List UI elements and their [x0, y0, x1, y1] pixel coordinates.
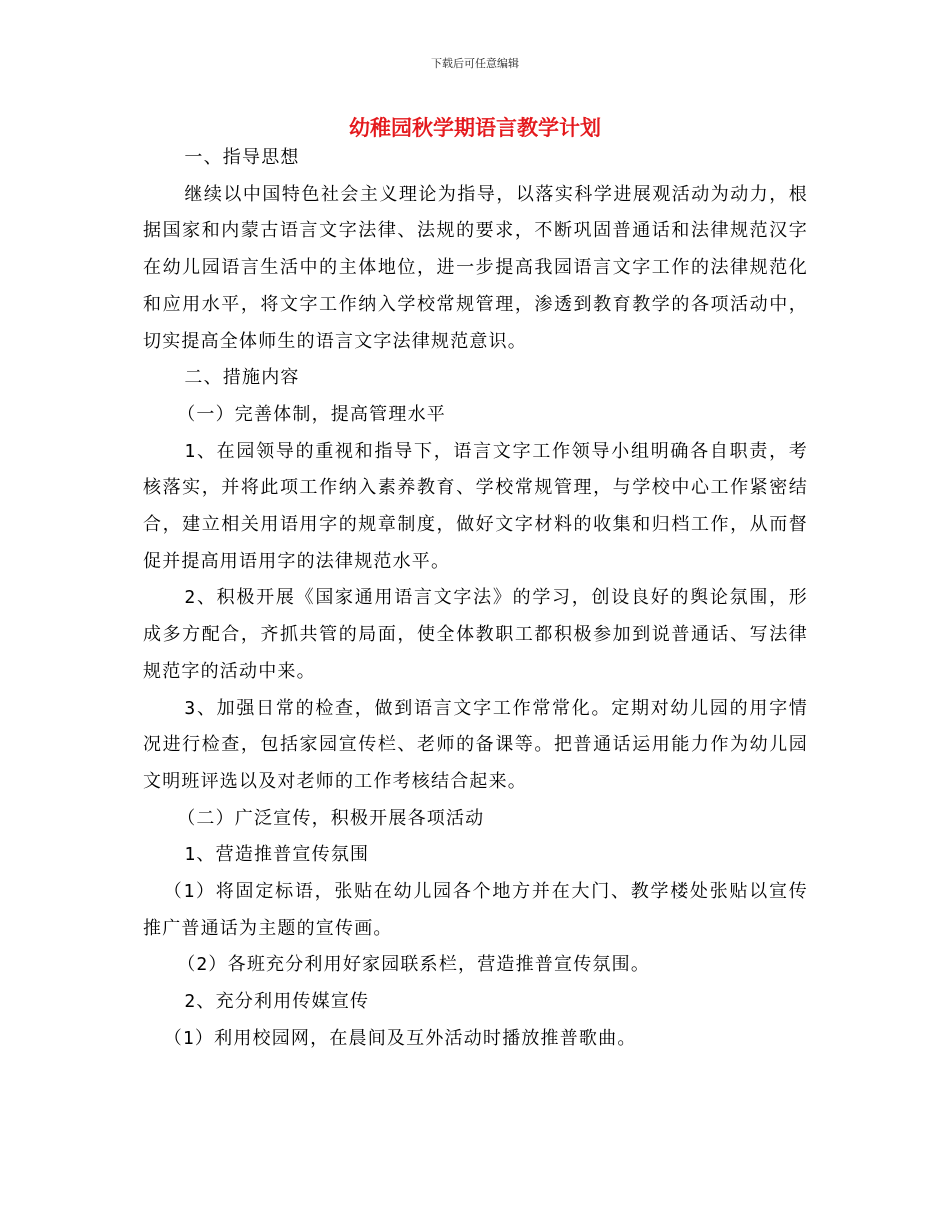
paragraph: 2、积极开展《国家通用语言文字法》的学习，创设良好的舆论氛围，形成多方配合，齐抓共管的局面，使全体教职工都积极参加到说普通话、写法律规范字的活动中来。	[143, 587, 808, 682]
paragraph: 3、加强日常的检查，做到语言文字工作常常化。定期对幼儿园的用字情况进行检查，包括家园宣传栏、老师的备课等。把普通话运用能力作为幼儿园文明班评选以及对老师的工作考核结合起来。	[143, 697, 808, 792]
paragraph: 继续以中国特色社会主义理论为指导，以落实科学进展观活动为动力，根据国家和内蒙古语言文字法律、法规的要求，不断巩固普通话和法律规范汉字在幼儿园语言生活中的主体地位，进一步提高我园语言文字工作的法律规范化和应用水平，将文字工作纳入学校常规管理，渗透到教育教学的各项活动中，切实提高全体师生的语言文字法律规范意识。	[143, 183, 808, 352]
document-title: 幼稚园秋学期语言教学计划	[349, 116, 601, 140]
document-body	[143, 140, 808, 1058]
paragraph: （1）将固定标语，张贴在幼儿园各个地方并在大门、教学楼处张贴以宣传推广普通话为主题的宣传画。	[143, 881, 808, 939]
paragraph: （1）利用校园网，在晨间及互外活动时播放推普歌曲。	[163, 1027, 637, 1049]
header-note: 下载后可任意编辑	[431, 57, 519, 70]
paragraph: 二、措施内容	[184, 367, 300, 389]
paragraph: 一、指导思想	[184, 147, 300, 168]
paragraph: （二）广泛宣传，积极开展各项活动	[177, 807, 485, 829]
paragraph: （2）各班充分利用好家园联系栏，营造推普宣传氛围。	[177, 954, 651, 976]
paragraph: 1、营造推普宣传氛围	[184, 844, 370, 866]
paragraph: 2、充分利用传媒宣传	[184, 991, 370, 1013]
paragraph: 1、在园领导的重视和指导下，语言文字工作领导小组明确各自职责，考核落实，并将此项工作纳入素养教育、学校常规管理，与学校中心工作紧密结合，建立相关用语用字的规章制度，做好文字材料的收集和归档工作，从而督促并提高用语用字的法律规范水平。	[143, 440, 808, 572]
paragraph: （一）完善体制，提高管理水平	[177, 403, 446, 425]
